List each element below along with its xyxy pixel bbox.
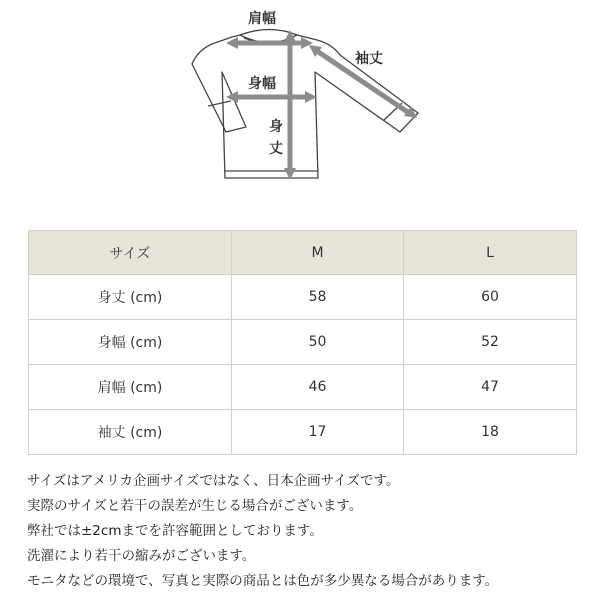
header-l: L bbox=[404, 231, 577, 275]
table-row bbox=[29, 410, 577, 455]
cell-l: 18 bbox=[404, 410, 577, 455]
row-label: 袖丈 (cm) bbox=[29, 410, 232, 455]
row-label: 身丈 (cm) bbox=[29, 275, 232, 320]
cell-l: 52 bbox=[404, 320, 577, 365]
note-line: 弊社では±2cmまでを許容範囲としております。 bbox=[27, 523, 323, 539]
cell-m: 50 bbox=[232, 320, 404, 365]
sleeve-length-label: 袖丈 bbox=[355, 51, 383, 67]
body-width-label: 身幅 bbox=[248, 76, 276, 92]
table-row bbox=[29, 365, 577, 410]
cell-l: 47 bbox=[404, 365, 577, 410]
note-line: 実際のサイズと若干の誤差が生じる場合がございます。 bbox=[27, 498, 363, 514]
body-length-label: 身丈 bbox=[269, 119, 283, 157]
table-header-row bbox=[29, 231, 577, 275]
tshirt-illustration bbox=[0, 0, 600, 200]
cell-m: 17 bbox=[232, 410, 404, 455]
note-line: モニタなどの環境で、写真と実際の商品とは色が多少異なる場合があります。 bbox=[27, 573, 499, 589]
header-size: サイズ bbox=[29, 231, 232, 275]
row-label: 肩幅 (cm) bbox=[29, 365, 232, 410]
note-line: 洗濯により若干の縮みがございます。 bbox=[27, 548, 256, 564]
cell-m: 46 bbox=[232, 365, 404, 410]
row-label: 身幅 (cm) bbox=[29, 320, 232, 365]
table-row bbox=[29, 275, 577, 320]
size-table bbox=[28, 230, 577, 455]
table-row bbox=[29, 320, 577, 365]
size-diagram bbox=[0, 0, 600, 200]
cell-l: 60 bbox=[404, 275, 577, 320]
note-line: サイズはアメリカ企画サイズではなく、日本企画サイズです。 bbox=[27, 473, 400, 489]
header-m: M bbox=[232, 231, 404, 275]
cell-m: 58 bbox=[232, 275, 404, 320]
notes bbox=[27, 469, 592, 594]
shoulder-width-label: 肩幅 bbox=[248, 11, 276, 27]
